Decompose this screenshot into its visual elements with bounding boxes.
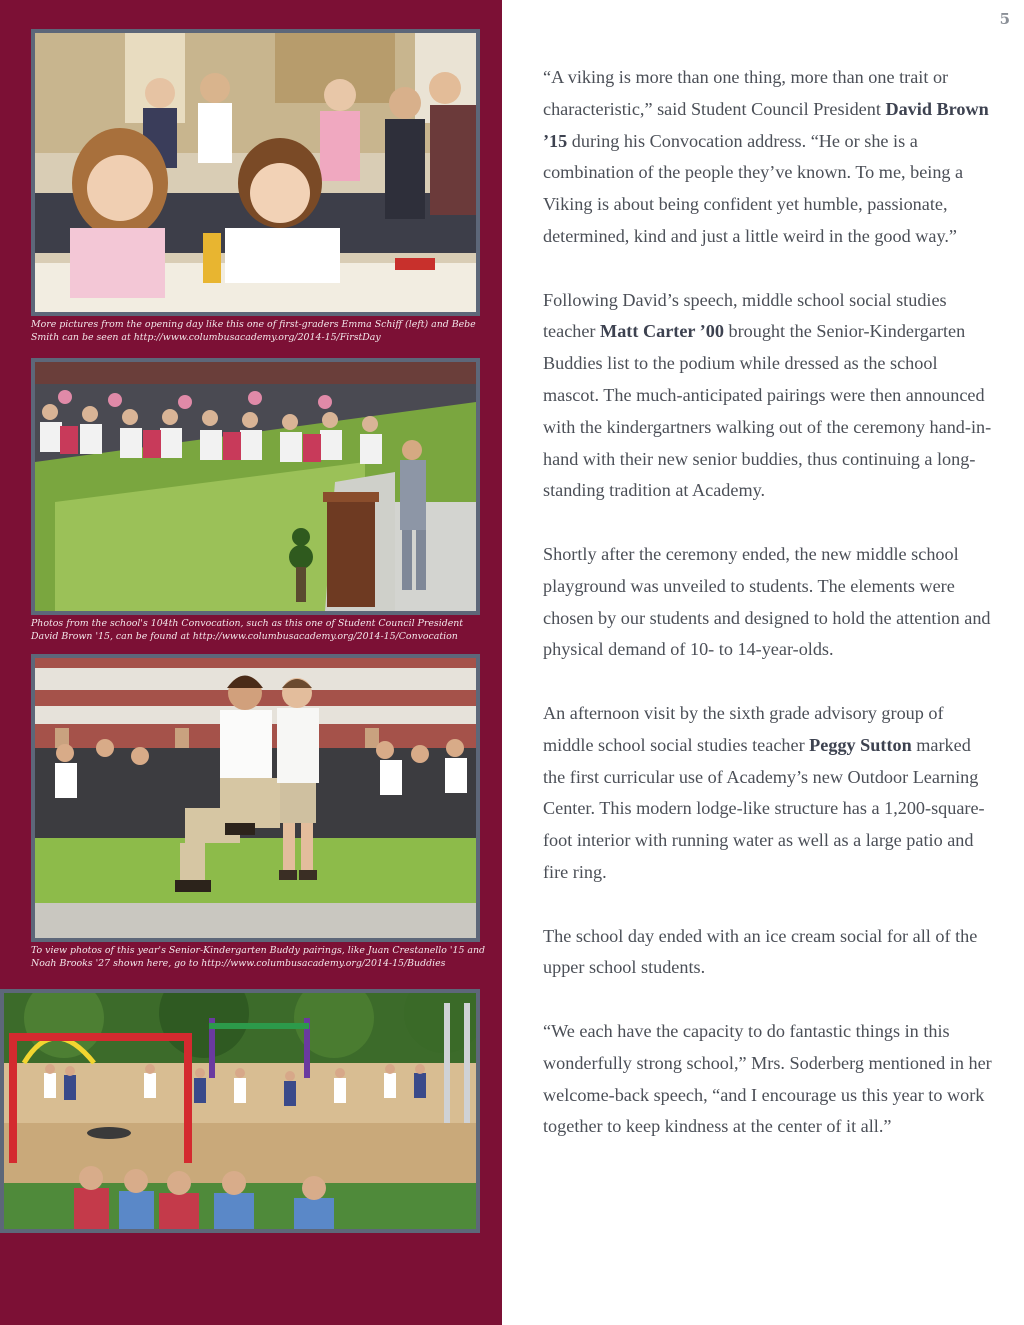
paragraph-1 xyxy=(543,62,993,253)
convocation-image xyxy=(35,362,476,611)
paragraph-6: “We each have the capacity to do fantastic things in this wonderfully strong school,” Mrs. Soderberg mentioned in her welcome-back speech, “and I encourage us this year to work together to keep kindness at the center of it all.” xyxy=(543,1020,992,1137)
name-peggy-sutton: Peggy Sutton xyxy=(809,734,912,755)
playground-image xyxy=(4,993,476,1229)
sidebar xyxy=(0,0,502,1325)
paragraph-2-text-a: Following David’s speech, middle school social studies teacher xyxy=(543,289,947,342)
buddies-image xyxy=(35,658,476,938)
paragraph-2-text-b: brought the Senior-Kindergarten Buddies list to the podium while dressed as the school mascot. The much-anticipated pairings were then announced with the kindergartners walking out of the ceremony hand-in-hand with their new senior buddies, thus continuing a long-standing tradition at Academy. xyxy=(543,321,992,501)
article-body xyxy=(543,62,993,1175)
caption-first-day: More pictures from the opening day like this one of first-graders Emma Schiff (left) and Bebe Smith can be seen at http://www.columbusacademy.org/2014-15/FirstDay xyxy=(31,319,476,343)
paragraph-5: The school day ended with an ice cream social for all of the upper school students. xyxy=(543,925,978,978)
page-number: 5 xyxy=(999,10,1010,28)
caption-convocation: Photos from the school's 104th Convocation, such as this one of Student Council President David Brown '15, can be found at http://www.columbusacademy.org/2014-15/Convocation xyxy=(31,618,464,642)
classroom-image xyxy=(35,33,476,312)
photo-first-day-classroom xyxy=(31,29,480,316)
paragraph-1-text-a: “A viking is more than one thing, more than one trait or characteristic,” said Student Council President xyxy=(543,67,949,119)
name-david-brown: David Brown ’15 xyxy=(543,98,989,151)
paragraph-1-text-b: during his Convocation address. “He or she is a combination of the people they’ve known. To me, being a Viking is about being confident yet humble, passionate, determined, kind and just a little weird in the good way.” xyxy=(543,130,964,246)
photo-convocation xyxy=(31,358,480,615)
photo-buddies xyxy=(31,654,480,942)
photo-playground xyxy=(0,989,480,1233)
caption-buddies: To view photos of this year's Senior-Kindergarten Buddy pairings, like Juan Crestanello '15 and Noah Brooks '27 shown here, go to http://www.columbusacademy.org/2014-15/Buddies xyxy=(31,945,486,969)
paragraph-2 xyxy=(543,285,993,508)
paragraph-3: Shortly after the ceremony ended, the new middle school playground was unveiled to students. The elements were chosen by our students and designed to hold the attention and physical demand of 10- to 14-year-olds. xyxy=(543,543,991,660)
paragraph-4-text-a: An afternoon visit by the sixth grade advisory group of middle school social studies teacher xyxy=(543,702,944,755)
name-matt-carter: Matt Carter ’00 xyxy=(600,321,724,342)
paragraph-4-text-b: marked the first curricular use of Academy’s new Outdoor Learning Center. This modern lodge-like structure has a 1,200-square-foot interior with running water as well as a large patio and fire ring. xyxy=(543,734,985,882)
paragraph-4 xyxy=(543,698,993,889)
